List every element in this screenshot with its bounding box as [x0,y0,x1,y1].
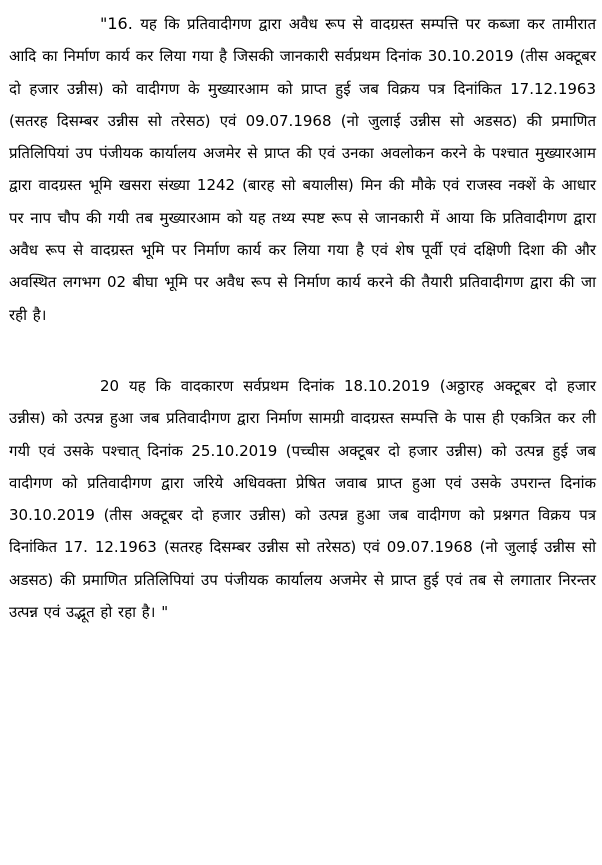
paragraph-20-text: यह कि वादकारण सर्वप्रथम दिनांक 18.10.2019 (अठ्ठारह अक्टूबर दो हजार उन्नीस) को उत्पन्न हुआ जब प्रतिवादीगण द्वारा निर्माण सामग्री वादग्रस्त सम्पत्ति के पास ही एकत्रित कर ली गयी एवं उसके पश्चात् दिनांक 25.10.2019 (पच्चीस अक्टूबर दो हजार उन्नीस) को उत्पन्न हुई जब वादीगण को प्रतिवादीगण द्वारा जरिये अधिवक्ता प्रेषित जवाब प्राप्त हुआ एवं उसके उपरान्त दिनांक 30.10.2019 (तीस अक्टूबर दो हजार उन्नीस) को उत्पन्न हुआ जब वादीगण को प्रश्नगत विक्रय पत्र दिनांकित 17. 12.1963 (सतरह दिसम्बर उन्नीस सो तरेसठ) एवं 09.07.1968 (नो जुलाई उन्नीस सो अडसठ) की प्रमाणित प्रतिलिपियां उप पंजीयक कार्यालय अजमेर से प्राप्त हुई एवं तब से लगातार निरन्तर उत्पन्न एवं उद्भूत हो रहा है। " [9,376,596,622]
paragraph-16-text: यह कि प्रतिवादीगण द्वारा अवैध रूप से वादग्रस्त सम्पत्ति पर कब्जा कर तामीरात आदि का निर्माण कार्य कर लिया गया है जिसकी जानकारी सर्वप्रथम दिनांक 30.10.2019 (तीस अक्टूबर दो हजार उन्नीस) को वादीगण के मुख्यारआम को प्राप्त हुई जब विक्रय पत्र दिनांकित 17.12.1963 (सतरह दिसम्बर उन्नीस सो तरेसठ) एवं 09.07.1968 (नो जुलाई उन्नीस सो अडसठ) की प्रमाणित प्रतिलिपियां उप पंजीयक कार्यालय अजमेर से प्राप्त की एवं उनका अवलोकन करने के पश्चात मुख्यारआम द्वारा वादग्रस्त भूमि खसरा संख्या 1242 (बारह सो बयालीस) मिन की मौके एवं राजस्व नक्शें के आधार पर नाप चौप की गयी तब मुख्यारआम को यह तथ्य स्पष्ट रूप से जानकारी में आया कि प्रतिवादीगण द्वारा अवैध रूप से वादग्रस्त भूमि पर निर्माण कार्य कर लिया गया है एवं शेष पूर्वी एवं दक्षिणी दिशा की और अवस्थित लगभग 02 बीघा भूमि पर अवैध रूप से निर्माण कार्य करने की तैयारी प्रतिवादीगण द्वारा की जा रही है। [9,15,596,324]
paragraph-16-number: "16. [100,14,133,33]
paragraph-16 [9,8,596,331]
paragraph-20-number: 20 [100,376,120,395]
paragraph-20 [9,370,596,628]
